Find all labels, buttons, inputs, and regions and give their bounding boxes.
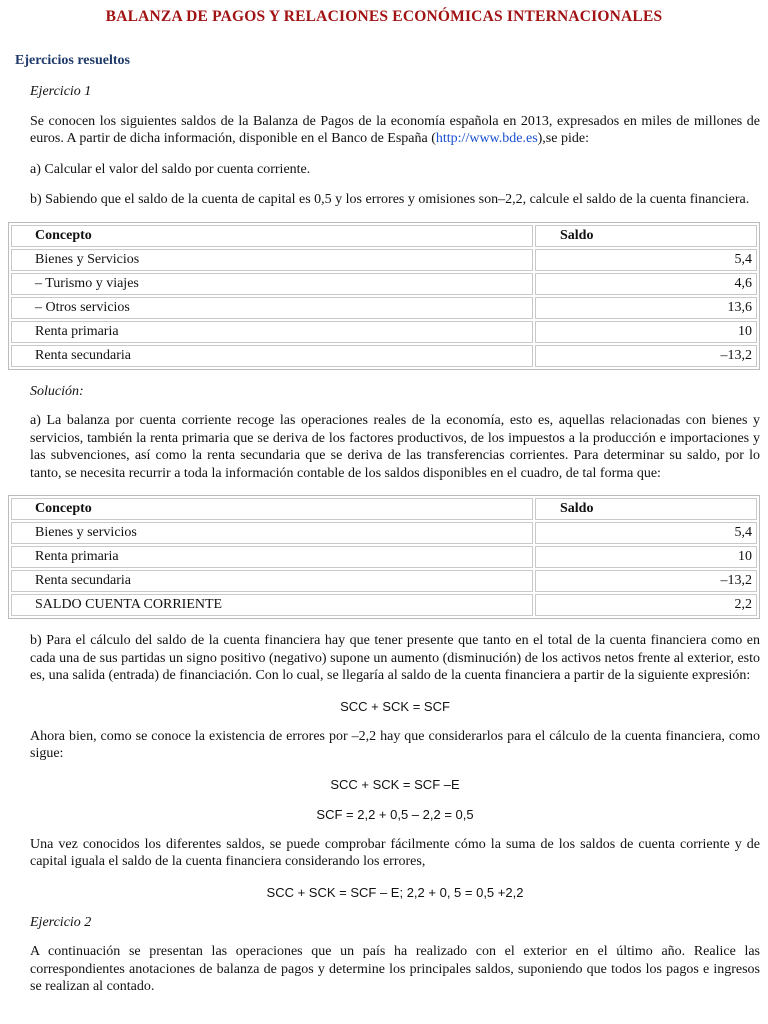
cell-concepto: Bienes y Servicios xyxy=(11,249,533,271)
balance-table-2 xyxy=(8,495,760,619)
table-row xyxy=(11,249,757,271)
header-saldo: Saldo xyxy=(535,225,757,247)
header-saldo: Saldo xyxy=(535,498,757,520)
exercise-2-text: A continuación se presentan las operaciones que un país ha realizado con el exterior en el último año. Realice las correspondientes anotaciones de balanza de pagos y determine los principales saldos, suponiendo que todos los pagos e ingresos se realizan al contado. xyxy=(30,944,760,994)
table-row xyxy=(11,546,757,568)
table-row xyxy=(11,297,757,319)
table-header-row xyxy=(11,498,757,520)
cell-concepto: Renta primaria xyxy=(11,321,533,343)
question-a: a) Calcular el valor del saldo por cuenta corriente. xyxy=(30,161,311,177)
bde-link[interactable]: http://www.bde.es xyxy=(435,131,538,146)
cell-concepto: Renta primaria xyxy=(11,546,533,568)
formula-4: SCC + SCK = SCF – E; 2,2 + 0, 5 = 0,5 +2,2 xyxy=(266,884,524,900)
solution-heading: Solución: xyxy=(30,383,84,399)
table-row xyxy=(11,321,757,343)
table-2-wrapper xyxy=(8,495,760,619)
cell-saldo: 4,6 xyxy=(535,273,757,295)
cell-saldo: 10 xyxy=(535,546,757,568)
table-header-row xyxy=(11,225,757,247)
table-row xyxy=(11,522,757,544)
cell-saldo: 10 xyxy=(535,321,757,343)
cell-concepto: – Turismo y viajes xyxy=(11,273,533,295)
solution-d: Una vez conocidos los diferentes saldos, se puede comprobar fácilmente cómo la suma de los saldos de cuenta corriente y de capital iguala el saldo de la cuenta financiera considerando los errores, xyxy=(30,836,760,869)
page-title: BALANZA DE PAGOS Y RELACIONES ECONÓMICAS INTERNACIONALES xyxy=(105,8,663,25)
table-1-wrapper xyxy=(8,222,760,370)
balance-table-1 xyxy=(8,222,760,370)
solution-b: b) Para el cálculo del saldo de la cuenta financiera hay que tener presente que tanto en el total de la cuenta financiera como en cada una de sus partidas un signo positivo (negativo) supone un aumento (disminución) de los activos netos frente al exterior, esto es, una salida (entrada) de financiación. Con lo cual, se llegaría al saldo de la cuenta financiera a partir de la siguiente expresión: xyxy=(30,633,760,683)
exercise-1-heading: Ejercicio 1 xyxy=(30,84,92,99)
cell-saldo: 5,4 xyxy=(535,522,757,544)
header-concepto: Concepto xyxy=(11,498,533,520)
table-row xyxy=(11,273,757,295)
table-row xyxy=(11,570,757,592)
exercise-2-heading: Ejercicio 2 xyxy=(30,914,92,930)
cell-saldo: 2,2 xyxy=(535,594,757,616)
cell-saldo: 5,4 xyxy=(535,249,757,271)
cell-concepto: – Otros servicios xyxy=(11,297,533,319)
question-b: b) Sabiendo que el saldo de la cuenta de capital es 0,5 y los errores y omisiones son–2,2, calcule el saldo de la cuenta financiera. xyxy=(30,192,750,207)
solution-c: Ahora bien, como se conoce la existencia de errores por –2,2 hay que considerarlos para el cálculo de la cuenta financiera, como sigue: xyxy=(30,728,760,761)
header-concepto: Concepto xyxy=(11,225,533,247)
section-title: Ejercicios resueltos xyxy=(15,53,130,68)
cell-concepto: Renta secundaria xyxy=(11,570,533,592)
formula-1: SCC + SCK = SCF xyxy=(340,698,450,714)
content xyxy=(30,83,760,1009)
formula-2: SCC + SCK = SCF –E xyxy=(330,776,460,792)
intro-text-a: Se conocen los siguientes saldos de la Balanza de Pagos de la economía española en 2013, expresados en miles de millones de euros. A partir de dicha información, disponible en el Banco de España ( xyxy=(30,113,760,146)
cell-concepto: SALDO CUENTA CORRIENTE xyxy=(11,594,533,616)
intro-text-b: ),se pide: xyxy=(537,131,589,146)
cell-saldo: –13,2 xyxy=(535,345,757,367)
exercise-1-intro xyxy=(30,113,760,148)
table-row xyxy=(11,594,757,616)
formula-3: SCF = 2,2 + 0,5 – 2,2 = 0,5 xyxy=(316,806,474,822)
cell-concepto: Renta secundaria xyxy=(11,345,533,367)
cell-saldo: –13,2 xyxy=(535,570,757,592)
solution-a: a) La balanza por cuenta corriente recoge las operaciones reales de la economía, esto es, aquellas relacionadas con bienes y servicios, también la renta primaria que se deriva de los factores productivos, de los impuestos a la producción e importaciones y las subvenciones, así como la renta secundaria que se deriva de las transferencias corrientes. Para determinar su saldo, por lo tanto, se necesita recurrir a toda la información contable de los saldos disponibles en el cuadro, de tal forma que: xyxy=(30,413,760,481)
cell-saldo: 13,6 xyxy=(535,297,757,319)
cell-concepto: Bienes y servicios xyxy=(11,522,533,544)
table-row xyxy=(11,345,757,367)
